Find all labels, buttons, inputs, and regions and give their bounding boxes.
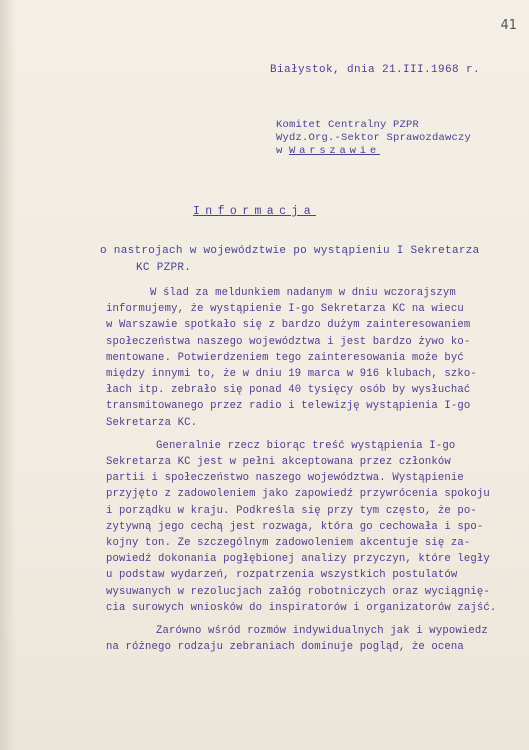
body-line: u podstaw wydarzeń, rozpatrzenia wszystkich postulatów <box>106 569 458 582</box>
subject-line-1: o nastrojach w województwie po wystąpieniu I Sekretarza <box>100 245 480 257</box>
paragraph-3 <box>106 623 506 655</box>
body-line: społeczeństwa naszego województwa i jest bardzo żywo ko- <box>106 335 471 348</box>
body-line: informujemy, że wystąpienie I-go Sekretarza KC na wiecu <box>106 303 464 316</box>
body-line: mentowane. Potwierdzeniem tego zainteresowania może być <box>106 351 464 364</box>
document-subject <box>100 243 480 277</box>
body-line: transmitowanego przez radio i telewizję wystąpienia I-go <box>106 400 471 413</box>
body-line: partii i społeczeństwo naszego województwa. Wystąpienie <box>106 472 464 485</box>
body-line: przyjęto z zadowoleniem jako zapowiedź przywrócenia spokoju <box>106 488 490 501</box>
page-fold-shadow <box>0 0 16 750</box>
recipient-line-2: Wydz.Org.-Sektor Sprawozdawczy <box>276 132 472 144</box>
body-line: łach itp. zebrało się ponad 40 tysięcy osób by wysłuchać <box>106 384 471 397</box>
body-line: i porządku w kraju. Podkreśla się przy tym często, że po- <box>106 504 477 517</box>
body-line: Sekretarza KC jest w pełni akceptowana przez członków <box>106 456 451 469</box>
body-line: cia surowych wniosków do inspiratorów i organizatorów zajść. <box>106 601 497 614</box>
page-number: 41 <box>500 18 517 33</box>
body-line: W ślad za meldunkiem nadanym w dniu wczorajszym <box>150 287 456 299</box>
body-line: zytywną jego cechą jest rozwaga, która go cechowała i spo- <box>106 520 484 533</box>
body-line: wysuwanych w rezolucjach załóg robotniczych oraz wyciągnię- <box>106 585 490 598</box>
body-line: Zarówno wśród rozmów indywidualnych jak i wypowiedz <box>156 625 488 638</box>
paragraph-1 <box>106 285 506 431</box>
recipient-line-3 <box>276 145 471 158</box>
paragraph-2 <box>106 438 506 616</box>
body-line: Generalnie rzecz biorąc treść wystąpienia I-go <box>156 439 456 452</box>
body-line: na różnego rodzaju zebraniach dominuje pogląd, że ocena <box>106 641 464 654</box>
document-body <box>106 285 506 662</box>
recipient-prefix: w <box>276 145 283 157</box>
subject-line-2: KC PZPR. <box>136 262 192 274</box>
recipient-line-1: Komitet Centralny PZPR <box>276 119 420 131</box>
recipient-address <box>276 119 471 158</box>
place-and-date: Białystok, dnia 21.III.1968 r. <box>270 64 481 76</box>
recipient-city: Warszawie <box>289 145 380 157</box>
body-line: kojny ton. Ze szczególnym zadowoleniem akcentuje się za- <box>106 537 471 550</box>
body-line: między innymi to, że w dniu 19 marca w 916 klubach, szko- <box>106 368 477 381</box>
body-line: w Warszawie spotkało się z bardzo dużym zainteresowaniem <box>106 319 471 332</box>
body-line: powiedź dokonania pogłębionej analizy przyczyn, które legły <box>106 553 490 566</box>
document-title: Informacja <box>193 205 317 218</box>
body-line: Sekretarza KC. <box>106 416 198 429</box>
